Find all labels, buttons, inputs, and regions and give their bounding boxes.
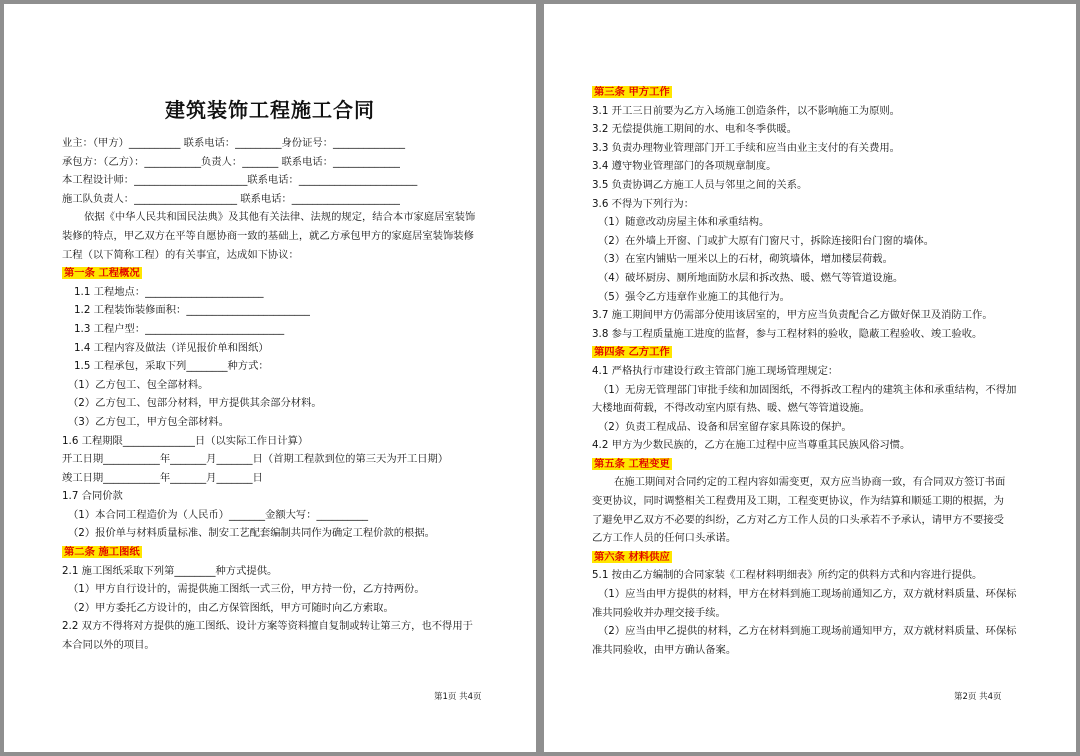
text-line: 1.6 工程期限______________日（以实际工作日计算） [62, 434, 309, 447]
text-line: 依据《中华人民共和国民法典》及其他有关法律、法规的规定，结合本市家庭居室装饰 [84, 211, 476, 224]
text-line: 准共同验收，由甲方确认备案。 [592, 643, 737, 656]
text-line: （1）本合同工程造价为（人民币）_______金额大写：__________ [68, 508, 369, 521]
text-line: 3.8 参与工程质量施工进度的监督，参与工程材料的验收，隐蔽工程验收、竣工验收。 [592, 327, 983, 340]
section-heading-text: 第三条 甲方工作 [594, 86, 670, 98]
text-line: （2）报价单与材料质量标准、制安工艺配套编制共同作为确定工程价款的根据。 [68, 527, 435, 540]
section-heading [62, 264, 496, 283]
section-heading [592, 343, 1046, 362]
text-line: 业主：（甲方）__________ 联系电话：_________身份证号：______________ [62, 137, 406, 149]
text-line: 在施工期间对合同约定的工程内容如需变更，双方应当协商一致，有合同双方签订书面 [614, 476, 1006, 489]
text-line: 3.5 负责协调乙方施工人员与邻里之间的关系。 [592, 178, 808, 191]
text-line: （1）乙方包工、包全部材料。 [68, 378, 209, 391]
text-line: 本工程设计师：______________________联系电话：_______________________ [62, 174, 418, 187]
text-line: 1.5 工程承包，采取下列________种方式： [74, 360, 269, 373]
text-line: （5）强令乙方违章作业施工的其他行为。 [598, 290, 790, 303]
text-line: 3.2 无偿提供施工期间的水、电和冬季供暖。 [592, 123, 797, 136]
text-line: 3.4 遵守物业管理部门的各项规章制度。 [592, 160, 777, 173]
text-line: 2.2 双方不得将对方提供的施工图纸、设计方案等资料擅自复制或转让第三方，也不得用于 [62, 620, 473, 633]
text-line: （1）应当由甲方提供的材料，甲方在材料到施工现场前通知乙方，双方就材料质量、环保标 [598, 588, 1017, 601]
section-heading-text: 第五条 工程变更 [594, 457, 670, 470]
section-heading-text: 第四条 乙方工作 [594, 346, 670, 359]
text-line: 竣工日期___________年_______月_______日 [62, 471, 263, 484]
text-line: （3）在室内铺贴一厘米以上的石材，砌筑墙体，增加楼层荷载。 [598, 253, 893, 266]
text-line: 本合同以外的项目。 [62, 639, 155, 652]
section-heading [592, 83, 1046, 102]
text-line: 承包方：（乙方）：___________负责人：_______ 联系电话：_____________ [62, 155, 400, 168]
text-line: 1.2 工程装饰装修面积：________________________ [74, 304, 310, 317]
text-line: 准共同验收并办理交接手续。 [592, 606, 726, 619]
text-line: （2）应当由甲乙提供的材料，乙方在材料到施工现场前通知甲方，双方就材料质量、环保标 [598, 625, 1017, 638]
section-heading [62, 543, 496, 562]
section-heading-text: 第一条 工程概况 [64, 267, 140, 280]
text-line: 2.1 施工图纸采取下列第________种方式提供。 [62, 564, 278, 577]
text-line: （2）乙方包工、包部分材料，甲方提供其余部分材料。 [68, 397, 322, 410]
text-line: 3.3 负责办理物业管理部门开工手续和应当由业主支付的有关费用。 [592, 141, 900, 154]
text-line: （4）破坏厨房、厕所地面防水层和拆改热、暖、燃气等管道设施。 [598, 271, 904, 284]
text-line: （1）随意改动房屋主体和承重结构。 [598, 216, 770, 229]
text-line: 1.4 工程内容及做法（详见报价单和图纸） [74, 341, 269, 354]
page-1-body [62, 134, 496, 655]
text-line: 了避免甲乙双方不必要的纠纷，乙方对乙方工作人员的口头承若不予承认，请甲方不要接受 [592, 513, 1004, 526]
text-line: 1.3 工程户型：___________________________ [74, 322, 285, 335]
document-title: 建筑装饰工程施工合同 [165, 98, 375, 122]
text-line: （2）在外墙上开窗、门或扩大原有门窗尺寸，拆除连接阳台门窗的墙体。 [598, 234, 935, 247]
text-line: 5.1 按由乙方编制的合同家装《工程材料明细表》所约定的供料方式和内容进行提供。 [592, 569, 983, 582]
text-line: 工程（以下简称工程）的有关事宜，达成如下协议： [62, 248, 299, 261]
text-line: 3.6 不得为下列行为： [592, 197, 695, 210]
text-line: （1）无房无管理部门审批手续和加固图纸，不得拆改工程内的建筑主体和承重结构，不得加 [598, 383, 1017, 396]
text-line: 变更协议，同时调整相关工程费用及工期，工程变更协议，作为结算和顺延工期的根据，为 [592, 495, 1004, 508]
page-2-body [592, 83, 1046, 659]
text-line: 装修的特点，甲乙双方在平等自愿协商一致的基础上，就乙方承包甲方的家庭居室装饰装修 [62, 229, 474, 242]
page-2-footer: 第2页 共4页 [954, 692, 1002, 702]
text-line: （2）甲方委托乙方设计的，由乙方保管图纸，甲方可随时向乙方索取。 [68, 601, 394, 614]
text-line: 3.1 开工三日前要为乙方入场施工创造条件，以不影响施工为原则。 [592, 104, 900, 117]
text-line: （2）负责工程成品、设备和居室留存家具陈设的保护。 [598, 420, 852, 433]
text-line: 乙方工作人员的任何口头承诺。 [592, 532, 737, 545]
text-line: （3）乙方包工，甲方包全部材料。 [68, 415, 230, 428]
section-heading [592, 455, 1046, 474]
text-line: （1）甲方自行设计的，需提供施工图纸一式三份，甲方持一份，乙方持两份。 [68, 583, 425, 596]
page-1-footer: 第1页 共4页 [434, 692, 482, 702]
section-heading [592, 548, 1046, 567]
document-page-2 [544, 4, 1076, 752]
text-line: 1.7 合同价款 [62, 490, 123, 503]
text-line: 大楼地面荷载，不得改动室内原有热、暖、燃气等管道设施。 [592, 402, 871, 415]
text-line: 施工队负责人：____________________ 联系电话：_____________________ [62, 192, 400, 205]
section-heading-text: 第二条 施工图纸 [64, 546, 140, 559]
text-line: 1.1 工程地点：_______________________ [74, 285, 264, 298]
section-heading-text: 第六条 材料供应 [594, 550, 670, 563]
text-line: 3.7 施工期间甲方仍需部分使用该居室的，甲方应当负责配合乙方做好保卫及消防工作。 [592, 309, 993, 322]
text-line: 开工日期___________年_______月_______日（首期工程款到位的第三天为开工日期） [62, 453, 449, 466]
document-page-1 [4, 4, 536, 752]
text-line: 4.1 严格执行市建设行政主管部门施工现场管理规定： [592, 364, 839, 377]
text-line: 4.2 甲方为少数民族的，乙方在施工过程中应当尊重其民族风俗习惯。 [592, 439, 911, 452]
